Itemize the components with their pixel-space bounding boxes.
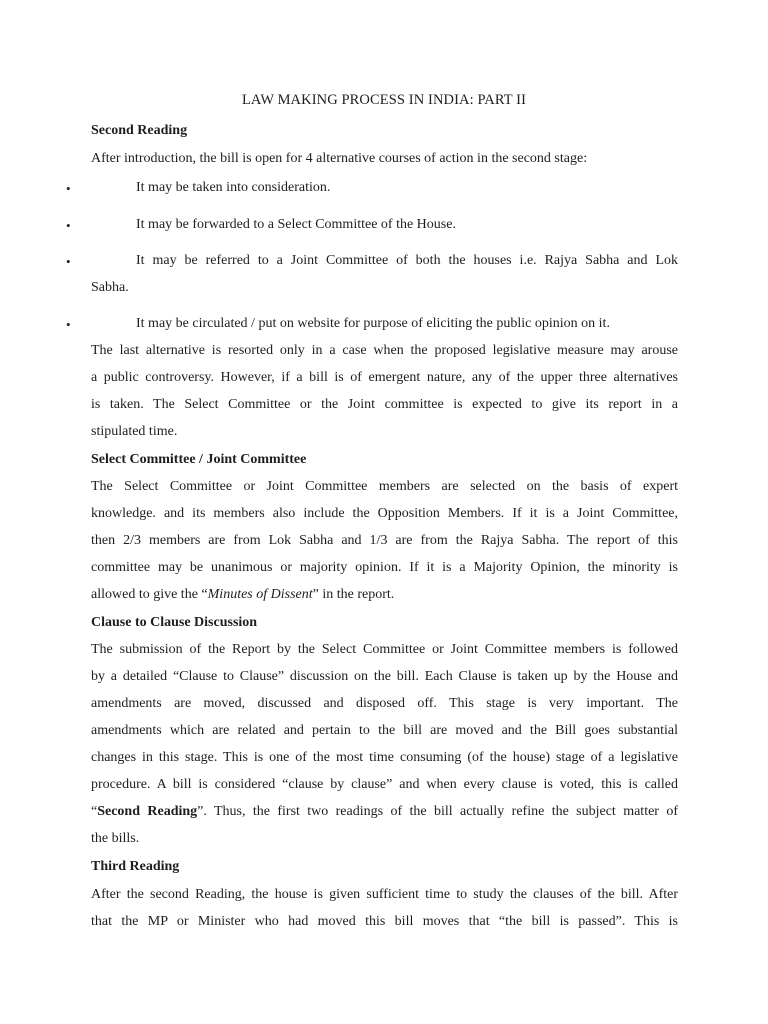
bullet-dot-3: • xyxy=(66,254,71,269)
paragraph-line xyxy=(91,798,678,825)
bullet-item-4: It may be circulated / put on website for purpose of eliciting the public opinion on it. xyxy=(136,316,610,331)
third-reading-paragraph xyxy=(91,881,678,935)
select-committee-paragraph xyxy=(91,473,678,608)
paragraph-line: stipulated time. xyxy=(91,424,178,439)
text-run: ”. Thus, the first two readings of the bill actually refine the subject matter of xyxy=(197,804,678,819)
paragraph-line: changes in this stage. This is one of the most time consuming (of the house) stage of a legislative xyxy=(91,750,678,765)
paragraph-line: that the MP or Minister who had moved this bill moves that “the bill is passed”. This is xyxy=(91,914,678,929)
document-title: LAW MAKING PROCESS IN INDIA: PART II xyxy=(241,92,527,108)
paragraph-line: amendments which are related and pertain to the bill are moved and the Bill goes substantial xyxy=(91,723,678,738)
bullet-item-1: It may be taken into consideration. xyxy=(136,180,331,195)
minutes-of-dissent-text: Minutes of Dissent xyxy=(207,587,313,602)
paragraph-line: the bills. xyxy=(91,831,140,846)
paragraph-line: amendments are moved, discussed and disposed off. This stage is very important. The xyxy=(91,696,678,711)
clause-paragraph xyxy=(91,636,678,852)
paragraph-line: After the second Reading, the house is given sufficient time to study the clauses of the bill. After xyxy=(91,887,678,902)
paragraph-line: is taken. The Select Committee or the Joint committee is expected to give its report in a xyxy=(91,397,678,412)
paragraph-line: by a detailed “Clause to Clause” discussion on the bill. Each Clause is taken up by the House and xyxy=(91,669,678,684)
paragraph-line: The submission of the Report by the Select Committee or Joint Committee members is followed xyxy=(91,642,678,657)
text-run: “ xyxy=(91,804,98,819)
bullet-item-3 xyxy=(91,247,678,301)
heading-clause-discussion: Clause to Clause Discussion xyxy=(91,615,258,630)
paragraph-line: procedure. A bill is considered “clause by clause” and when every clause is voted, this is called xyxy=(91,777,678,792)
second-reading-bold-text: Second Reading xyxy=(97,804,198,819)
paragraph-line: The Select Committee or Joint Committee members are selected on the basis of expert xyxy=(91,479,678,494)
paragraph-line: knowledge. and its members also include the Opposition Members. If it is a Joint Committee, xyxy=(91,506,678,521)
second-reading-intro: After introduction, the bill is open for 4 alternative courses of action in the second stage: xyxy=(91,151,588,166)
bullet-item-3-line-1: It may be referred to a Joint Committee of both the houses i.e. Rajya Sabha and Lok xyxy=(136,253,678,268)
bullet-dot-4: • xyxy=(66,317,71,332)
bullet-item-2: It may be forwarded to a Select Committee of the House. xyxy=(136,217,456,232)
second-reading-paragraph xyxy=(91,337,678,445)
bullet-item-3-line-2: Sabha. xyxy=(91,280,129,295)
text-run: allowed to give the “ xyxy=(91,587,208,602)
text-run: ” in the report. xyxy=(312,587,395,602)
paragraph-line: committee may be unanimous or majority opinion. If it is a Majority Opinion, the minority is xyxy=(91,560,678,575)
paragraph-line xyxy=(91,581,678,608)
heading-select-committee: Select Committee / Joint Committee xyxy=(91,452,307,467)
paragraph-line: then 2/3 members are from Lok Sabha and 1/3 are from the Rajya Sabha. The report of this xyxy=(91,533,678,548)
paragraph-line: a public controversy. However, if a bill is of emergent nature, any of the upper three alternatives xyxy=(91,370,678,385)
bullet-dot-1: • xyxy=(66,181,71,196)
heading-second-reading: Second Reading xyxy=(91,123,188,138)
paragraph-line: The last alternative is resorted only in a case when the proposed legislative measure may arouse xyxy=(91,343,678,358)
bullet-dot-2: • xyxy=(66,218,71,233)
heading-third-reading: Third Reading xyxy=(91,859,180,874)
